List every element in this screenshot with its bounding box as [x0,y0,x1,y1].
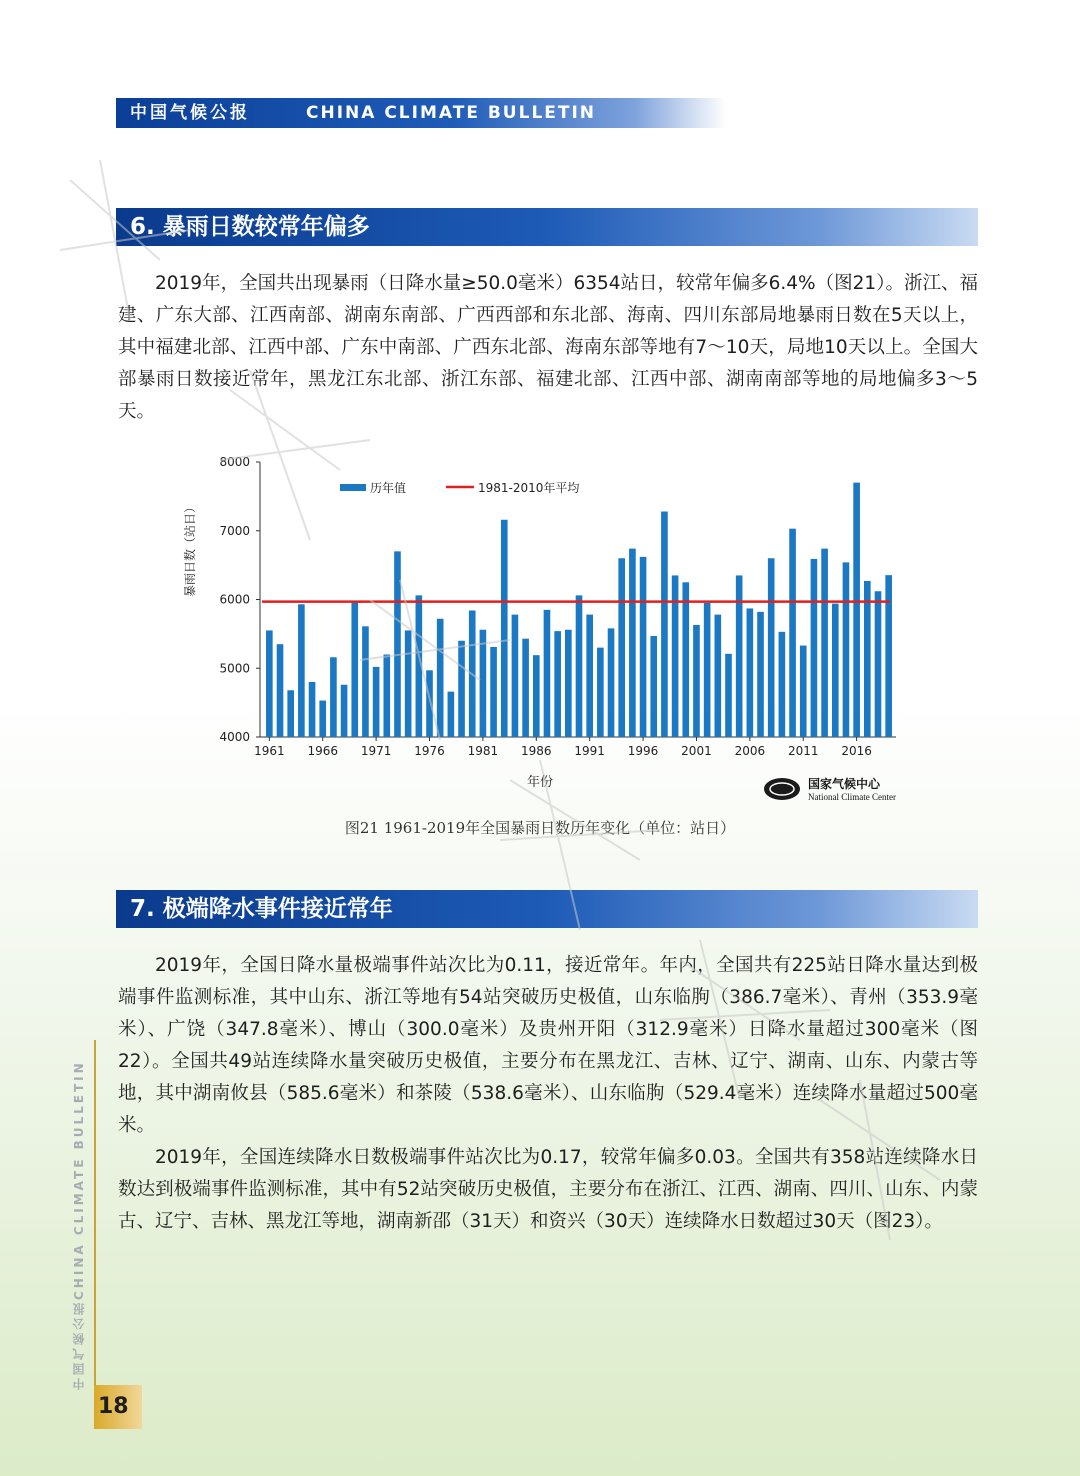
legend [340,480,579,495]
bar-1963 [287,690,294,737]
bar-1990 [576,595,583,737]
bar-2009 [779,632,786,737]
bar-1981 [480,630,487,737]
legend-bar-swatch [340,484,366,491]
section-7-heading [116,890,978,928]
bar-2019 [885,575,892,737]
bar-1999 [672,575,679,737]
bar-1962 [277,644,284,737]
sidebar-label-cn: 中国气候公报 [72,1300,86,1390]
y-tick-label: 7000 [219,523,250,538]
sidebar-label [70,1000,92,1390]
bar-1961 [266,630,273,737]
bar-1969 [351,602,358,737]
ncc-logo-cn: 国家气候中心 [808,777,881,791]
x-tick-label: 1976 [414,744,445,758]
bar-1974 [405,630,412,737]
bar-2005 [736,575,743,737]
bar-1977 [437,619,444,737]
bar-2015 [843,562,850,737]
section-7-title: 7. 极端降水事件接近常年 [130,896,393,922]
header-title-cn: 中国气候公报 [130,103,250,123]
chart-svg [178,448,920,808]
bar-1992 [597,648,604,737]
section-6-heading [116,208,978,246]
bar-2018 [875,591,882,737]
x-tick-label: 2001 [681,744,712,758]
bar-1989 [565,630,572,737]
bar-2002 [704,603,711,737]
legend-line-label: 1981-2010年平均 [478,481,580,495]
figure-21-caption: 图21 1961-2019年全国暴雨日数历年变化（单位：站日） [344,819,736,837]
bar-1985 [522,639,529,737]
y-tick-label: 8000 [219,455,250,469]
x-tick-label: 1996 [627,744,659,758]
sidebar-label-en: CHINA CLIMATE BULLETIN [72,1060,86,1300]
bar-2011 [800,646,807,737]
bar-1997 [650,636,657,737]
x-tick-label: 1981 [467,744,499,758]
bar-1964 [298,604,305,737]
x-tick-label: 1991 [574,744,605,758]
bar-1991 [586,615,593,737]
bar-1993 [608,628,615,737]
running-header [116,98,726,128]
bar-2001 [693,625,700,737]
section-6-title: 6. 暴雨日数较常年偏多 [130,214,370,240]
bar-2017 [864,581,871,737]
bar-1972 [383,655,390,738]
x-tick-label: 2011 [787,744,819,758]
y-tick-label: 4000 [219,730,250,744]
bar-1971 [373,667,380,737]
bar-1966 [319,701,326,737]
x-tick-label: 2006 [734,744,766,758]
bar-1998 [661,512,668,738]
bar-2007 [757,612,764,737]
bar-2010 [789,529,796,737]
y-tick-label: 5000 [219,661,250,676]
section-6-paragraph: 2019年，全国共出现暴雨（日降水量≥50.0毫米）6354站日，较常年偏多6.4%（图21）。浙江、福建、广东大部、江西南部、湖南东南部、广西西部和东北部、海南、四川东部局地暴雨日数在5天以上，其中福建北部、江西中部、广东中南部、广西东北部、海南东部等地有7～10天，局地10天以上。全国大部暴雨日数接近常年，黑龙江东北部、浙江东部、福建北部、江西中部、湖南南部等地的局地偏多3～5天。 [118,273,978,422]
bar-1976 [426,670,433,737]
bar-1982 [490,647,497,737]
bar-2000 [682,582,689,737]
legend-bar-label: 历年值 [370,481,407,495]
x-axis-label: 年份 [526,775,554,790]
bar-1996 [640,557,647,737]
bar-1984 [512,615,519,737]
bar-1980 [469,611,476,738]
bar-2003 [715,615,722,737]
bar-2004 [725,654,732,737]
ncc-logo-en: National Climate Center [808,792,896,802]
x-tick-label: 1961 [254,744,285,758]
bar-1995 [629,549,636,737]
bar-1994 [618,558,625,737]
section-7-paragraph-1: 2019年，全国日降水量极端事件站次比为0.11，接近常年。年内，全国共有225站日降水量达到极端事件监测标准，其中山东、浙江等地有54站突破历史极值，山东临朐（386.7毫米）、青州（353.9毫米）、广饶（347.8毫米）、博山（300.0毫米）及贵州开阳（312.9毫米）日降水量超过300毫米（图22）。全国共49站连续降水量突破历史极值，主要分布在黑龙江、吉林、辽宁、湖南、山东、内蒙古等地，其中湖南攸县（585.6毫米）和茶陵（538.6毫米）、山东临朐（529.4毫米）连续降水量超过500毫米。 [118,955,978,1136]
section-7-paragraph-2: 2019年，全国连续降水日数极端事件站次比为0.17，较常年偏多0.03。全国共有358站连续降水日数达到极端事件监测标准，其中有52站突破历史极值，主要分布在浙江、江西、湖南、四川、山东、内蒙古、辽宁、吉林、黑龙江等地，湖南新邵（31天）和资兴（30天）连续降水日数超过30天（图23）。 [118,1147,978,1232]
bar-1978 [448,692,455,737]
bar-1965 [309,682,316,737]
bar-1968 [341,685,348,737]
page-number: 18 [94,1385,142,1429]
bar-2012 [811,559,818,737]
figure-21-chart [178,448,920,808]
y-tick-label: 6000 [219,592,250,607]
y-axis-label: 暴雨日数（站日） [183,500,197,598]
bar-2013 [821,549,828,737]
bar-2008 [768,558,775,737]
bar-1970 [362,626,369,737]
bar-2006 [747,608,754,737]
bar-1986 [533,655,540,737]
bar-2014 [832,604,839,737]
bar-1967 [330,657,337,737]
bar-1983 [501,520,508,737]
ncc-logo [764,776,896,802]
sidebar-rule [94,1040,96,1426]
bar-1979 [458,641,465,737]
x-tick-label: 1986 [521,744,552,758]
bar-1975 [416,595,423,737]
bar-1988 [554,631,561,737]
bar-1973 [394,551,401,737]
bar-1987 [544,610,551,737]
x-tick-label: 2016 [841,744,872,758]
x-tick-label: 1966 [307,744,339,758]
header-title-en: CHINA CLIMATE BULLETIN [306,103,597,123]
x-tick-label: 1971 [360,744,392,758]
bar-2016 [853,483,860,737]
